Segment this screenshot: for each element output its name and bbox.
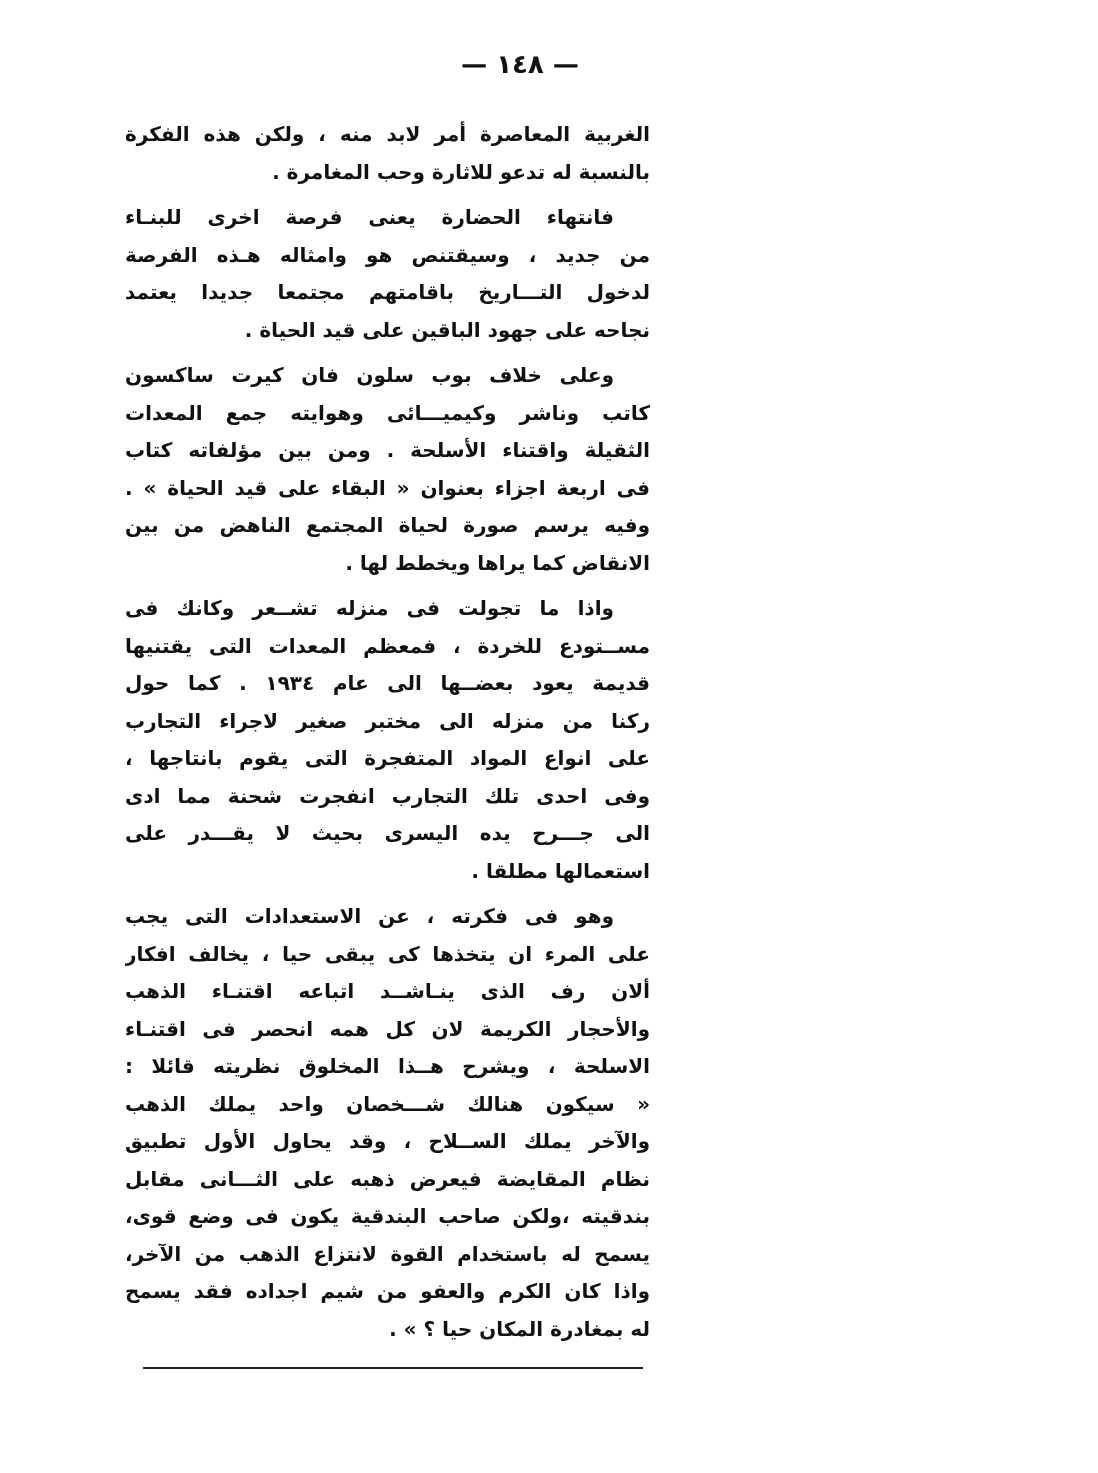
paragraph-3: [125, 357, 650, 582]
paragraph-5: [125, 898, 650, 1348]
text-line: وفى احدى تلك التجارب انفجرت شحنة مما ادى: [125, 783, 650, 808]
text-line: واذا كان الكرم والعفو من شيم اجداده فقد يسمح: [125, 1279, 650, 1303]
text-line: من جديد ، وسيقتنص هو وامثاله هـذه الفرصة: [125, 242, 650, 267]
text-line: نظام المقايضة فيعرض ذهبه على الثـــانى مقابل: [125, 1166, 650, 1191]
page-number: — ١٤٨ —: [461, 50, 579, 80]
text-line: بندقيته ،ولكن صاحب البندقية يكون فى وضع قوى،: [125, 1204, 650, 1228]
text-line: الانقاض كما يراها ويخطط لها .: [345, 550, 650, 575]
text-line: الثقيلة واقتناء الأسلحة . ومن بين مؤلفاته كتاب: [125, 438, 650, 462]
text-line: استعمالها مطلقا .: [471, 858, 650, 883]
paragraph-gap: [125, 890, 650, 898]
text-line: فى اربعة اجزاء بعنوان « البقاء على قيد الحياة » .: [125, 475, 650, 500]
text-line: وهو فى فكرته ، عن الاستعدادات التى يجب: [125, 904, 614, 928]
text-line: واذا ما تجولت فى منزله تشــعر وكانك فى: [125, 596, 614, 620]
paragraph-gap: [125, 191, 650, 199]
paragraph-gap: [125, 349, 650, 357]
text-line: وعلى خلاف بوب سلون فان كيرت ساكسون: [125, 363, 614, 387]
text-line: نجاحه على جهود الباقين على قيد الحياة .: [244, 317, 650, 342]
body-text: [125, 116, 650, 1348]
text-line: والأحجار الكريمة لان كل همه انحصر فى اقتنـاء: [125, 1016, 650, 1041]
text-line: بالنسبة له تدعو للاثارة وحب المغامرة .: [272, 159, 650, 184]
paragraph-1: [125, 116, 650, 191]
text-line: الى جـــرح يده اليسرى بحيث لا يقـــدر على: [125, 821, 650, 845]
text-line: الاسلحة ، ويشرح هــذا المخلوق نظريته قائلا :: [125, 1054, 650, 1078]
paragraph-2: [125, 199, 650, 349]
paragraph-4: [125, 590, 650, 890]
text-line: له بمغادرة المكان حيا ؟ » .: [389, 1316, 650, 1341]
text-line: على المرء ان يتخذها كى يبقى حيا ، يخالف افكار: [125, 941, 650, 966]
text-line: « سيكون هنالك شـــخصان واحد يملك الذهب: [125, 1091, 650, 1116]
footer-rule: [143, 1367, 643, 1369]
text-line: لدخول التـــاريخ باقامتهم مجتمعا جديدا يعتمد: [125, 280, 650, 304]
text-line: والآخر يملك الســلاح ، وقد يحاول الأول تطبيق: [125, 1129, 650, 1153]
text-line: كاتب وناشر وكيميـــائى وهوايته جمع المعدات: [125, 400, 650, 425]
text-line: ألان رف الذى ينـاشــد اتباعه اقتنـاء الذهب: [125, 979, 650, 1003]
text-line: يسمح له باستخدام القوة لانتزاع الذهب من الآخر،: [125, 1241, 650, 1266]
text-line: ركنا من منزله الى مختبر صغير لاجراء التجارب: [125, 708, 650, 733]
text-line: وفيه يرسم صورة لحياة المجتمع الناهض من بين: [125, 513, 650, 537]
text-line: قديمة يعود بعضــها الى عام ١٩٣٤ . كما حول: [125, 671, 650, 695]
text-line: على انواع المواد المتفجرة التى يقوم بانتاجها ،: [125, 746, 650, 770]
paragraph-gap: [125, 582, 650, 590]
text-line: مســتودع للخردة ، فمعظم المعدات التى يقتنيها: [125, 633, 650, 658]
text-line: فانتهاء الحضارة يعنى فرصة اخرى للبنـاء: [125, 205, 614, 229]
text-line: الغربية المعاصرة أمر لابد منه ، ولكن هذه الفكرة: [125, 122, 650, 146]
